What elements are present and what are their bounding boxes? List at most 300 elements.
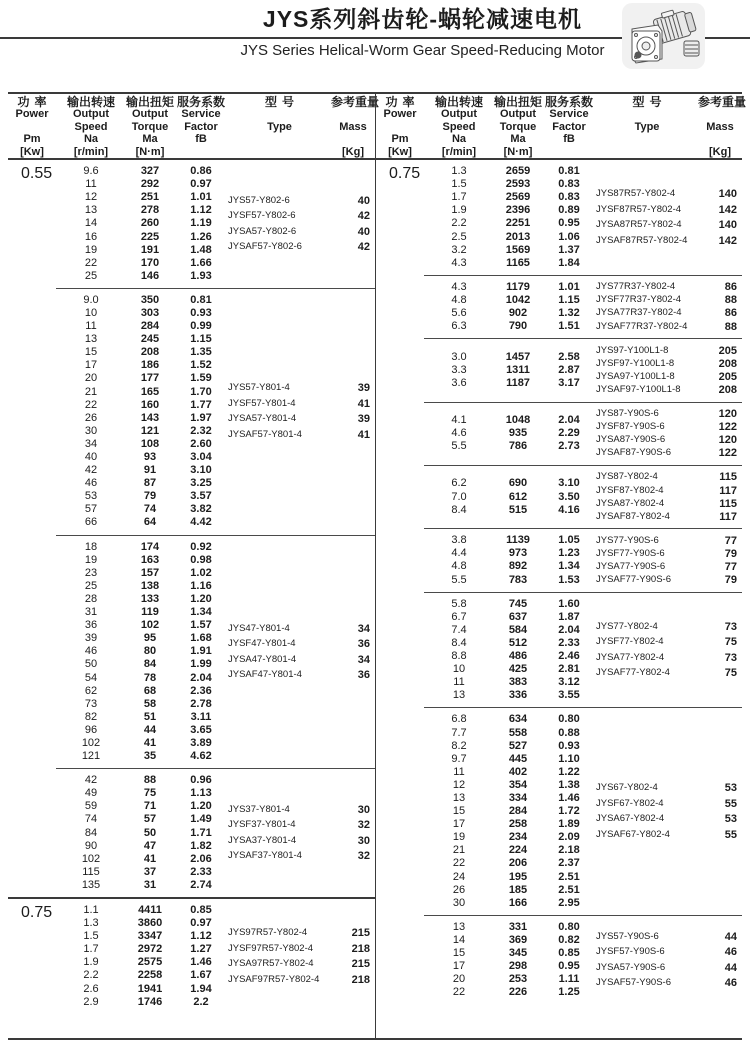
factor-value: 1.20: [190, 592, 212, 605]
type-list: [228, 381, 375, 443]
speed-value: 3.6: [451, 376, 467, 389]
table-row: [424, 534, 596, 547]
type-row: [596, 560, 742, 573]
torque-value: 902: [508, 306, 528, 319]
factor-value: 1.12: [190, 204, 212, 217]
mass-value: 86: [724, 307, 737, 320]
type-name: JYSF77R37-Y802-4: [596, 294, 682, 306]
mass-value: 40: [357, 194, 370, 207]
mass-value: 46: [724, 946, 737, 959]
ratio-block: [8, 769, 375, 897]
type-name: JYS77R37-Y802-4: [596, 281, 676, 293]
factor-value: 1.82: [190, 839, 212, 852]
type-row: [596, 534, 742, 547]
table-row: [56, 307, 228, 320]
mass-value: 79: [724, 574, 737, 587]
col-header-speed-en2: Speed: [442, 120, 476, 133]
type-name: JYS37-Y801-4: [228, 803, 290, 815]
torque-value: 44: [143, 723, 157, 736]
torque-value: 512: [508, 636, 528, 649]
table-row: [56, 346, 228, 359]
speed-value: 7.7: [451, 726, 467, 739]
factor-value: 3.10: [558, 477, 580, 490]
torque-value: 93: [143, 451, 157, 464]
ratio-block: [376, 160, 742, 275]
factor-value: 0.80: [558, 713, 580, 726]
table-row: [424, 351, 596, 364]
table-row: [424, 244, 596, 257]
type-name: JYSAF87-Y802-4: [596, 510, 670, 522]
factor-value: 0.81: [190, 293, 212, 306]
col-header-torque-en1: Output: [131, 108, 169, 121]
torque-value: 245: [140, 333, 160, 346]
type-list: [596, 408, 742, 460]
speed-value: 115: [82, 865, 100, 878]
speed-value: 39: [84, 632, 98, 645]
speed-value: 102: [81, 736, 101, 749]
torque-value: 79: [143, 490, 157, 503]
col-header-power-en: Power: [15, 108, 49, 121]
torque-value: 2013: [505, 230, 531, 243]
speed-value: 5.5: [451, 573, 467, 586]
factor-value: 0.81: [558, 165, 580, 178]
factor-value: 4.16: [558, 503, 580, 516]
table-row: [56, 593, 228, 606]
table-row: [56, 671, 228, 684]
speed-value: 22: [452, 857, 466, 870]
speed-value: 26: [84, 411, 98, 424]
data-rows: [56, 541, 228, 764]
table-row: [56, 774, 228, 787]
torque-value: 35: [143, 750, 157, 763]
table-row: [56, 477, 228, 490]
type-list: [596, 534, 742, 586]
torque-value: 163: [140, 553, 160, 566]
col-header-factor-cn: 服务系数: [176, 95, 225, 109]
table-row: [424, 191, 596, 204]
table-row: [424, 973, 596, 986]
type-name: JYSA37-Y801-4: [228, 834, 297, 846]
factor-value: 1.51: [558, 320, 580, 333]
type-row: [596, 976, 742, 992]
torque-value: 64: [143, 516, 157, 529]
type-row: [228, 652, 375, 668]
table-row: [56, 425, 228, 438]
speed-value: 36: [84, 619, 98, 632]
type-name: JYS87-Y90S-6: [596, 408, 659, 420]
table-row: [56, 490, 228, 503]
speed-value: 5.8: [451, 597, 467, 610]
mass-value: 32: [357, 819, 370, 832]
table-row: [56, 372, 228, 385]
type-name: JYSF37-Y801-4: [228, 819, 296, 831]
factor-value: 3.89: [190, 736, 212, 749]
type-list: [596, 619, 742, 681]
speed-value: 9.7: [451, 752, 467, 765]
factor-value: 2.58: [558, 350, 580, 363]
speed-value: 1.3: [83, 917, 99, 930]
mass-value: 30: [357, 803, 370, 816]
col-header-torque-en2: Torque: [131, 120, 169, 133]
speed-value: 6.3: [451, 320, 467, 333]
ratio-block: [376, 466, 742, 528]
factor-value: 1.97: [190, 411, 212, 424]
type-row: [596, 812, 742, 828]
type-row: [596, 421, 742, 434]
table-row: [56, 840, 228, 853]
torque-value: 892: [508, 560, 528, 573]
type-row: [228, 396, 375, 412]
type-name: JYSF57-Y802-6: [228, 210, 296, 222]
table-row: [424, 650, 596, 663]
factor-value: 2.51: [558, 870, 580, 883]
torque-value: 1165: [506, 256, 530, 269]
torque-value: 1187: [506, 376, 530, 389]
col-header-torque-sym: Ma: [142, 133, 158, 146]
factor-value: 3.25: [190, 477, 212, 490]
speed-value: 66: [84, 516, 98, 529]
factor-value: 0.86: [190, 165, 212, 178]
table-row: [424, 779, 596, 792]
speed-value: 3.8: [451, 534, 467, 547]
speed-value: 4.3: [451, 256, 467, 269]
type-row: [228, 972, 375, 988]
type-row: [596, 471, 742, 484]
torque-value: 284: [508, 805, 528, 818]
torque-value: 258: [508, 818, 528, 831]
mass-value: 73: [724, 620, 737, 633]
factor-value: 2.87: [558, 363, 580, 376]
speed-value: 6.8: [451, 713, 467, 726]
factor-value: 0.97: [190, 178, 212, 191]
torque-value: 2251: [505, 217, 531, 230]
table-row: [424, 281, 596, 294]
col-header-speed-cn: 输出转速: [66, 95, 115, 109]
table-row: [56, 451, 228, 464]
table-row: [424, 165, 596, 178]
column-headers-right: [376, 94, 747, 160]
col-header-factor-en1: Service: [549, 108, 589, 121]
speed-value: 1.5: [83, 930, 99, 943]
speed-value: 25: [84, 269, 98, 282]
table-row: [56, 853, 228, 866]
col-header-speed-en2: Speed: [74, 120, 108, 133]
col-header-mass-cn: 参考重量: [698, 95, 747, 109]
type-row: [228, 239, 375, 255]
mass-value: 32: [357, 850, 370, 863]
torque-value: 174: [140, 540, 160, 553]
factor-value: 2.46: [558, 650, 580, 663]
table-row: [424, 178, 596, 191]
data-rows: [424, 281, 596, 333]
mass-value: 120: [718, 434, 737, 447]
type-list: [228, 621, 375, 683]
mass-value: 120: [718, 408, 737, 421]
data-rows: [56, 904, 228, 1009]
speed-value: 10: [452, 663, 466, 676]
mass-value: 117: [719, 484, 737, 497]
type-name: JYSA77-Y90S-6: [596, 560, 666, 572]
factor-value: 0.93: [558, 739, 580, 752]
table-row: [56, 698, 228, 711]
torque-value: 402: [508, 765, 528, 778]
mass-value: 142: [718, 203, 737, 216]
speed-value: 102: [81, 852, 101, 865]
table-row: [424, 726, 596, 739]
table-row: [56, 827, 228, 840]
torque-value: 195: [508, 870, 528, 883]
factor-value: 2.09: [558, 831, 580, 844]
type-row: [228, 208, 375, 224]
speed-value: 11: [85, 178, 97, 191]
table-row: [56, 685, 228, 698]
speed-value: 26: [452, 883, 466, 896]
col-header-mass-unit: [Kg]: [342, 145, 364, 158]
mass-value: 46: [724, 977, 737, 990]
factor-value: 1.25: [558, 986, 580, 999]
speed-value: 2.2: [451, 217, 467, 230]
type-name: JYSAF57-Y90S-6: [596, 977, 671, 989]
type-row: [596, 650, 742, 666]
torque-value: 1042: [505, 293, 531, 306]
col-header-speed-cn: 输出转速: [434, 95, 483, 109]
table-row: [424, 204, 596, 217]
speed-value: 54: [84, 671, 98, 684]
data-rows: [56, 165, 228, 283]
col-header-factor-sym: fB: [195, 133, 207, 146]
speed-value: 17: [452, 818, 466, 831]
factor-value: 1.10: [558, 752, 580, 765]
factor-value: 0.88: [558, 726, 580, 739]
factor-value: 0.96: [190, 774, 212, 787]
speed-value: 14: [452, 933, 466, 946]
torque-value: 783: [508, 573, 528, 586]
mass-value: 42: [357, 210, 370, 223]
torque-value: 425: [508, 663, 528, 676]
table-row: [56, 580, 228, 593]
type-name: JYSAF77-Y90S-6: [596, 574, 671, 586]
mass-value: 30: [357, 834, 370, 847]
table-row: [56, 359, 228, 372]
type-name: JYSF87R57-Y802-4: [596, 203, 682, 215]
table-row: [424, 857, 596, 870]
speed-value: 7.4: [451, 623, 467, 636]
type-row: [228, 381, 375, 397]
speed-value: 8.2: [451, 739, 467, 752]
factor-value: 0.83: [558, 178, 580, 191]
mass-value: 218: [351, 973, 370, 986]
table-row: [56, 711, 228, 724]
factor-value: 2.81: [558, 663, 580, 676]
table-row: [424, 294, 596, 307]
factor-value: 2.04: [558, 623, 580, 636]
speed-value: 62: [84, 684, 98, 697]
table-row: [424, 947, 596, 960]
speed-value: 1.7: [451, 191, 467, 204]
torque-value: 1746: [137, 995, 163, 1008]
gear-motor-icon: [622, 3, 705, 69]
mass-value: 36: [357, 669, 370, 682]
factor-value: 1.27: [190, 943, 212, 956]
table-row: [424, 307, 596, 320]
type-list: [596, 471, 742, 523]
type-name: JYS77-Y802-4: [596, 620, 658, 632]
torque-value: 2659: [505, 165, 531, 178]
factor-value: 0.89: [558, 204, 580, 217]
data-rows: [424, 921, 596, 1000]
type-name: JYSA87R57-Y802-4: [596, 219, 682, 231]
speed-value: 53: [84, 490, 98, 503]
factor-value: 1.70: [190, 385, 212, 398]
type-name: JYSAF67-Y802-4: [596, 828, 670, 840]
factor-value: 1.52: [190, 359, 212, 372]
speed-value: 19: [84, 553, 98, 566]
factor-value: 3.12: [558, 676, 580, 689]
col-header-factor-cn: 服务系数: [544, 95, 593, 109]
type-name: JYSA57-Y802-6: [228, 225, 297, 237]
factor-value: 1.19: [190, 217, 212, 230]
factor-value: 1.01: [190, 191, 212, 204]
ratio-block: [376, 708, 742, 914]
speed-value: 1.9: [451, 204, 467, 217]
torque-value: 165: [140, 385, 160, 398]
factor-value: 3.82: [190, 503, 212, 516]
type-row: [596, 574, 742, 587]
factor-value: 1.60: [558, 597, 580, 610]
torque-value: 369: [508, 933, 528, 946]
table-row: [424, 663, 596, 676]
type-name: JYSF47-Y801-4: [228, 638, 296, 650]
factor-value: 1.37: [558, 243, 580, 256]
torque-value: 50: [143, 826, 157, 839]
torque-value: 224: [508, 844, 528, 857]
factor-value: 1.20: [190, 800, 212, 813]
type-row: [228, 412, 375, 428]
torque-value: 87: [143, 477, 157, 490]
type-list: [228, 925, 375, 987]
table-row: [56, 412, 228, 425]
type-list: [596, 186, 742, 248]
table-row: [56, 294, 228, 307]
table-row: [56, 737, 228, 750]
speed-value: 6.7: [451, 610, 467, 623]
factor-value: 2.73: [558, 440, 580, 453]
mass-value: 53: [724, 782, 737, 795]
torque-value: 935: [508, 427, 528, 440]
speed-value: 8.4: [451, 503, 467, 516]
factor-value: 1.91: [190, 645, 212, 658]
speed-value: 34: [84, 437, 98, 450]
type-name: JYSAF77R37-Y802-4: [596, 320, 688, 332]
torque-value: 2972: [137, 943, 163, 956]
torque-value: 331: [508, 920, 528, 933]
speed-value: 3.0: [451, 350, 467, 363]
col-header-mass-cn: 参考重量: [331, 95, 380, 109]
type-row: [596, 320, 742, 333]
torque-value: 37: [143, 865, 157, 878]
table-row: [424, 491, 596, 504]
factor-value: 0.99: [190, 320, 212, 333]
type-row: [596, 217, 742, 233]
table-row: [424, 689, 596, 702]
factor-value: 2.74: [190, 878, 212, 891]
table-row: [56, 270, 228, 283]
torque-value: 786: [508, 440, 528, 453]
table-row: [424, 414, 596, 427]
table-row: [56, 178, 228, 191]
speed-value: 14: [84, 217, 98, 230]
type-name: JYSAF57-Y802-6: [228, 241, 302, 253]
factor-value: 1.67: [190, 969, 212, 982]
table-row: [56, 464, 228, 477]
mass-value: 42: [357, 241, 370, 254]
power-value: 0.75: [21, 903, 53, 921]
factor-value: 3.17: [558, 376, 580, 389]
speed-value: 28: [84, 592, 98, 605]
mass-value: 122: [718, 421, 737, 434]
table-row: [56, 983, 228, 996]
speed-value: 21: [84, 385, 98, 398]
torque-value: 292: [140, 178, 160, 191]
factor-value: 1.06: [558, 230, 580, 243]
type-name: JYSAF47-Y801-4: [228, 669, 302, 681]
mass-value: 55: [724, 828, 737, 841]
speed-value: 18: [84, 540, 98, 553]
type-name: JYSF57-Y90S-6: [596, 946, 665, 958]
torque-value: 166: [508, 896, 528, 909]
torque-value: 206: [508, 857, 528, 870]
torque-value: 584: [508, 623, 528, 636]
type-name: JYS97R57-Y802-4: [228, 927, 308, 939]
mass-value: 44: [724, 961, 737, 974]
factor-value: 1.48: [190, 243, 212, 256]
type-row: [596, 619, 742, 635]
speed-value: 84: [84, 826, 98, 839]
speed-value: 13: [452, 791, 466, 804]
torque-value: 226: [508, 986, 528, 999]
ratio-block: [8, 899, 375, 1014]
table-row: [56, 750, 228, 763]
col-header-torque-cn: 输出扭矩: [494, 95, 543, 109]
speed-value: 30: [84, 424, 98, 437]
torque-value: 350: [140, 293, 160, 306]
torque-value: 160: [140, 398, 160, 411]
torque-value: 80: [143, 645, 157, 658]
table-row: [424, 792, 596, 805]
speed-value: 13: [84, 204, 98, 217]
col-header-power-sym: Pm: [391, 133, 409, 146]
factor-value: 1.01: [558, 280, 580, 293]
col-header-mass-en: Mass: [706, 120, 734, 133]
torque-value: 327: [140, 165, 160, 178]
col-header-torque-unit: [N·m]: [503, 145, 533, 158]
speed-value: 24: [452, 870, 466, 883]
type-name: JYSF57-Y801-4: [228, 397, 296, 409]
col-header-power-unit: [Kw]: [388, 145, 412, 158]
table-row: [424, 440, 596, 453]
table-row: [56, 996, 228, 1009]
table-row: [56, 956, 228, 969]
table-row: [56, 969, 228, 982]
factor-value: 2.04: [558, 414, 580, 427]
factor-value: 1.99: [190, 658, 212, 671]
factor-value: 3.57: [190, 490, 212, 503]
column-headers-left: [8, 94, 380, 160]
speed-value: 15: [452, 947, 466, 960]
table-row: [56, 516, 228, 529]
mass-value: 34: [357, 622, 370, 635]
table-row: [56, 930, 228, 943]
